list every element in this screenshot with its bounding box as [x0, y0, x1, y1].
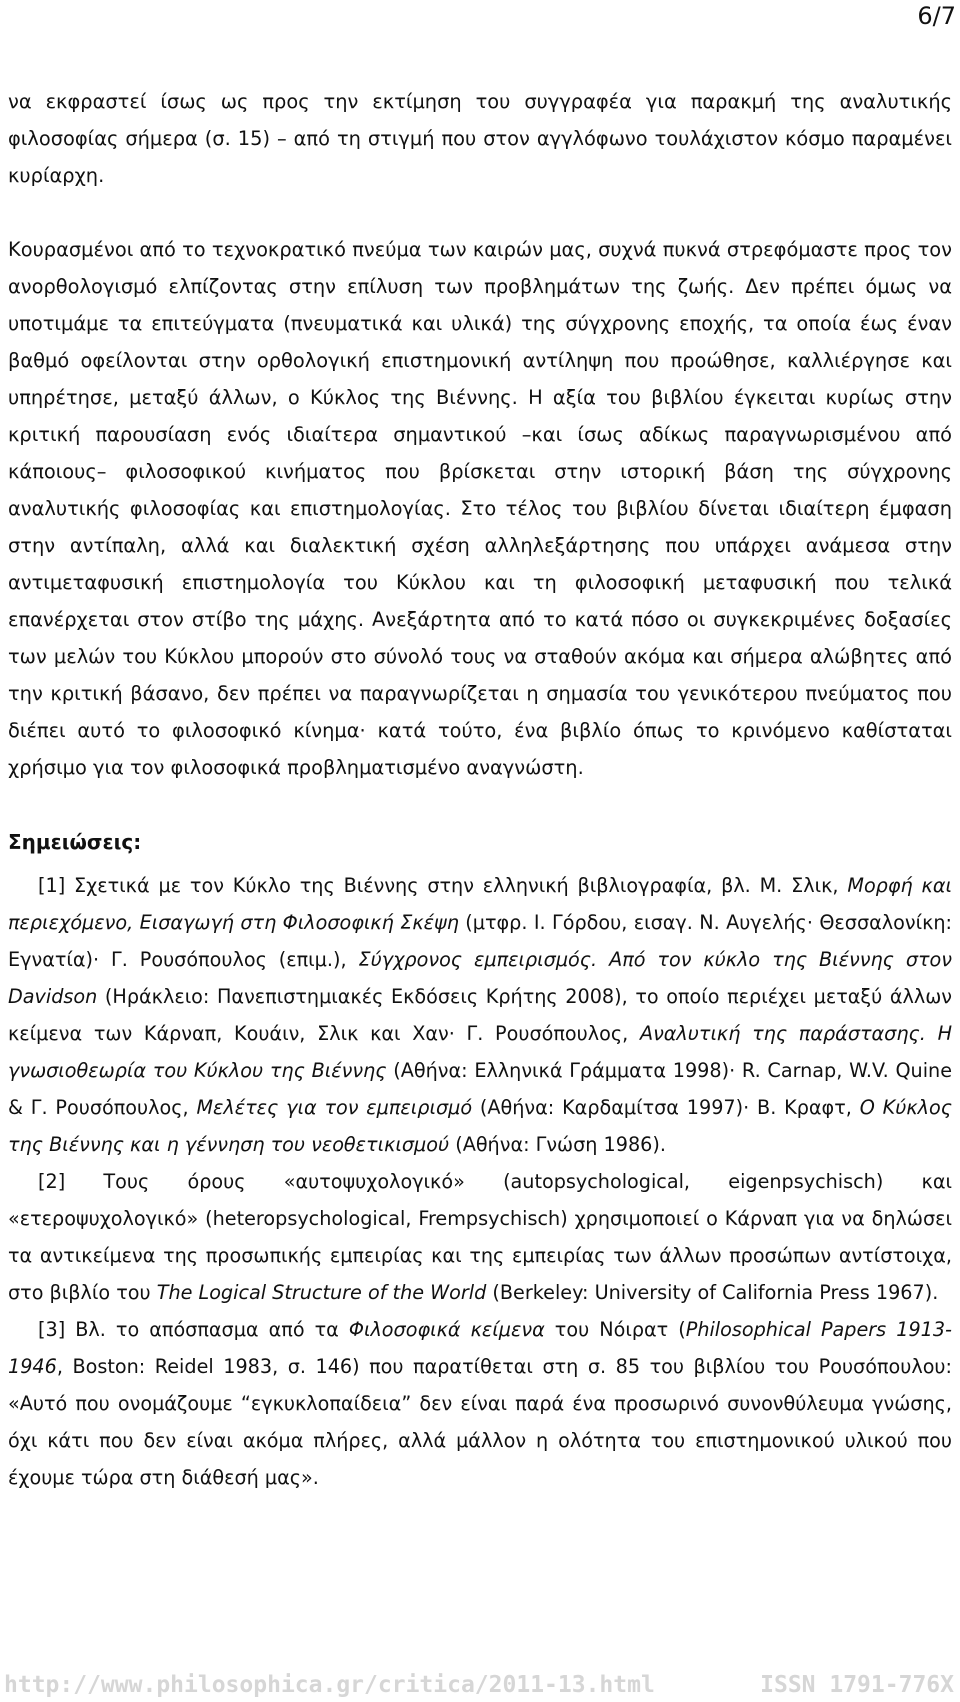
footnote-title: Philosophical Papers 1913-1946 — [8, 1318, 952, 1378]
footnote-text: [2] Τους όρους «αυτοψυχολογικό» (autopsychological, eigenpsychisch) και «ετεροψυχολογικό» (heteropsychological, Frempsychisch) χρησιμοποιεί ο Κάρναπ για να δηλώσει τα αντικείμενα της προσωπικής εμπειρίας και της εμπειρίας των άλλων προσώπων αντίστοιχα, στο βιβλίο του — [8, 1170, 952, 1304]
footnote-text: (Αθήνα: Ελληνικά Γράμματα 1998)· R. Carnap, W.V. Quine & Γ. Ρουσόπουλος, — [8, 1059, 953, 1119]
footnote-title: Μορφή και περιεχόμενο, Εισαγωγή στη Φιλοσοφική Σκέψη — [8, 874, 952, 934]
footnote-text: του Νόιρατ ( — [544, 1318, 686, 1341]
footnote-text: , Boston: Reidel 1983, σ. 146) που παρατίθεται στη σ. 85 του βιβλίου του Ρουσόπουλου: «Αυτό που ονομάζουμε “εγκυκλοπαίδεια” δεν είναι παρά ένα προσωρινό συνονθύλευμα γνώσης, όχι κάτι που δεν είναι ακόμα πλήρες, αλλά μάλλον η ολότητα του επιστημονικού υλικού που έχουμε τώρα στη διάθεσή μας». — [8, 1355, 952, 1489]
footnote-title: Σύγχρονος εμπειρισμός. Από τον κύκλο της Βιέννης στον Davidson — [8, 948, 952, 1008]
page-footer — [4, 1672, 954, 1702]
footnote-3 — [8, 1311, 952, 1496]
footer-url[interactable]: http://www.philosophica.gr/critica/2011-13.html — [4, 1672, 655, 1698]
page-number: 6/7 — [917, 2, 956, 30]
footer-issn: ISSN 1791-776X — [760, 1672, 954, 1698]
footnote-text: (Αθήνα: Γνώση 1986). — [449, 1133, 666, 1156]
footnote-title: Αναλυτική της παράστασης. Η γνωσιοθεωρία του Κύκλου της Βιέννης — [8, 1022, 952, 1082]
footnote-title: Φιλοσοφικά κείμενα — [348, 1318, 545, 1341]
footnote-2 — [8, 1163, 952, 1311]
footnote-text: (μτφρ. Ι. Γόρδου, εισαγ. Ν. Αυγελής· Θεσσαλονίκη: Εγνατία)· Γ. Ρουσόπουλος (επιμ.), — [8, 911, 952, 971]
paragraph: να εκφραστεί ίσως ως προς την εκτίμηση του συγγραφέα για παρακμή της αναλυτικής φιλοσοφίας σήμερα (σ. 15) – από τη στιγμή που στον αγγλόφωνο τουλάχιστον κόσμο παραμένει κυρίαρχη. — [8, 90, 952, 187]
paragraph: Κουρασμένοι από το τεχνοκρατικό πνεύμα των καιρών μας, συχνά πυκνά στρεφόμαστε προς τον ανορθολογισμό ελπίζοντας στην επίλυση των προβλημάτων της ζωής. Δεν πρέπει όμως να υποτιμάμε τα επιτεύγματα (πνευματικά και υλικά) της σύγχρονης εποχής, τα οποία έως έναν βαθμό οφείλονται στην ορθολογική επιστημονική αντίληψη που προώθησε, καλλιέργησε και υπηρέτησε, μεταξύ άλλων, ο Κύκλος της Βιέννης. Η αξία του βιβλίου έγκειται κυρίως στην κριτική παρουσίαση ενός ιδιαίτερα σημαντικού –και ίσως αδίκως παραγνωρισμένου από κάποιους– φιλοσοφικού κινήματος που βρίσκεται στην ιστορική βάση της σύγχρονης αναλυτικής φιλοσοφίας και επιστημολογίας. Στο τέλος του βιβλίου δίνεται ιδιαίτερη έμφαση στην αντίπαλη, αλλά και διαλεκτική σχέση αλληλεξάρτησης που υπάρχει ανάμεσα στην αντιμεταφυσική επιστημολογία του Κύκλου και τη φιλοσοφική μεταφυσική που τελικά επανέρχεται στον στίβο της μάχης. Ανεξάρτητα από το κατά πόσο οι συγκεκριμένες δοξασίες των μελών του Κύκλου μπορούν στο σύνολό τους να σταθούν ακόμα και σήμερα αλώβητες από την κριτική βάσανο, δεν πρέπει να παραγνωρίζεται η σημασία του γενικότερου πνεύματος που διέπει αυτό το φιλοσοφικό κίνημα· κατά τούτο, ένα βιβλίο όπως το κρινόμενο καθίσταται χρήσιμο για τον φιλοσοφικά προβληματισμένο αναγνώστη. — [8, 238, 952, 779]
footnote-title: Ο Κύκλος της Βιέννης και η γέννηση του νεοθετικισμού — [8, 1096, 952, 1156]
footnote-text: [1] Σχετικά με τον Κύκλο της Βιέννης στην ελληνική βιβλιογραφία, βλ. Μ. Σλικ, — [38, 874, 848, 897]
paragraph-gap — [8, 194, 952, 231]
footnote-text: (Berkeley: University of California Press 1967). — [486, 1281, 939, 1304]
footnote-1 — [8, 867, 952, 1163]
footnote-text: [3] Βλ. το απόσπασμα από τα — [38, 1318, 349, 1341]
footnote-text: (Αθήνα: Καρδαμίτσα 1997)· Β. Κραφτ, — [472, 1096, 860, 1119]
footnote-text: (Ηράκλειο: Πανεπιστημιακές Εκδόσεις Κρήτης 2008), το οποίο περιέχει μεταξύ άλλων κείμενα των Κάρναπ, Κουάιν, Σλικ και Χαν· Γ. Ρουσόπουλος, — [8, 985, 952, 1045]
footnote-title: The Logical Structure of the World — [156, 1281, 487, 1304]
footnote-title: Μελέτες για τον εμπειρισμό — [196, 1096, 473, 1119]
article-body — [8, 83, 952, 1496]
notes-list — [8, 867, 952, 1496]
notes-heading: Σημειώσεις: — [8, 830, 142, 854]
